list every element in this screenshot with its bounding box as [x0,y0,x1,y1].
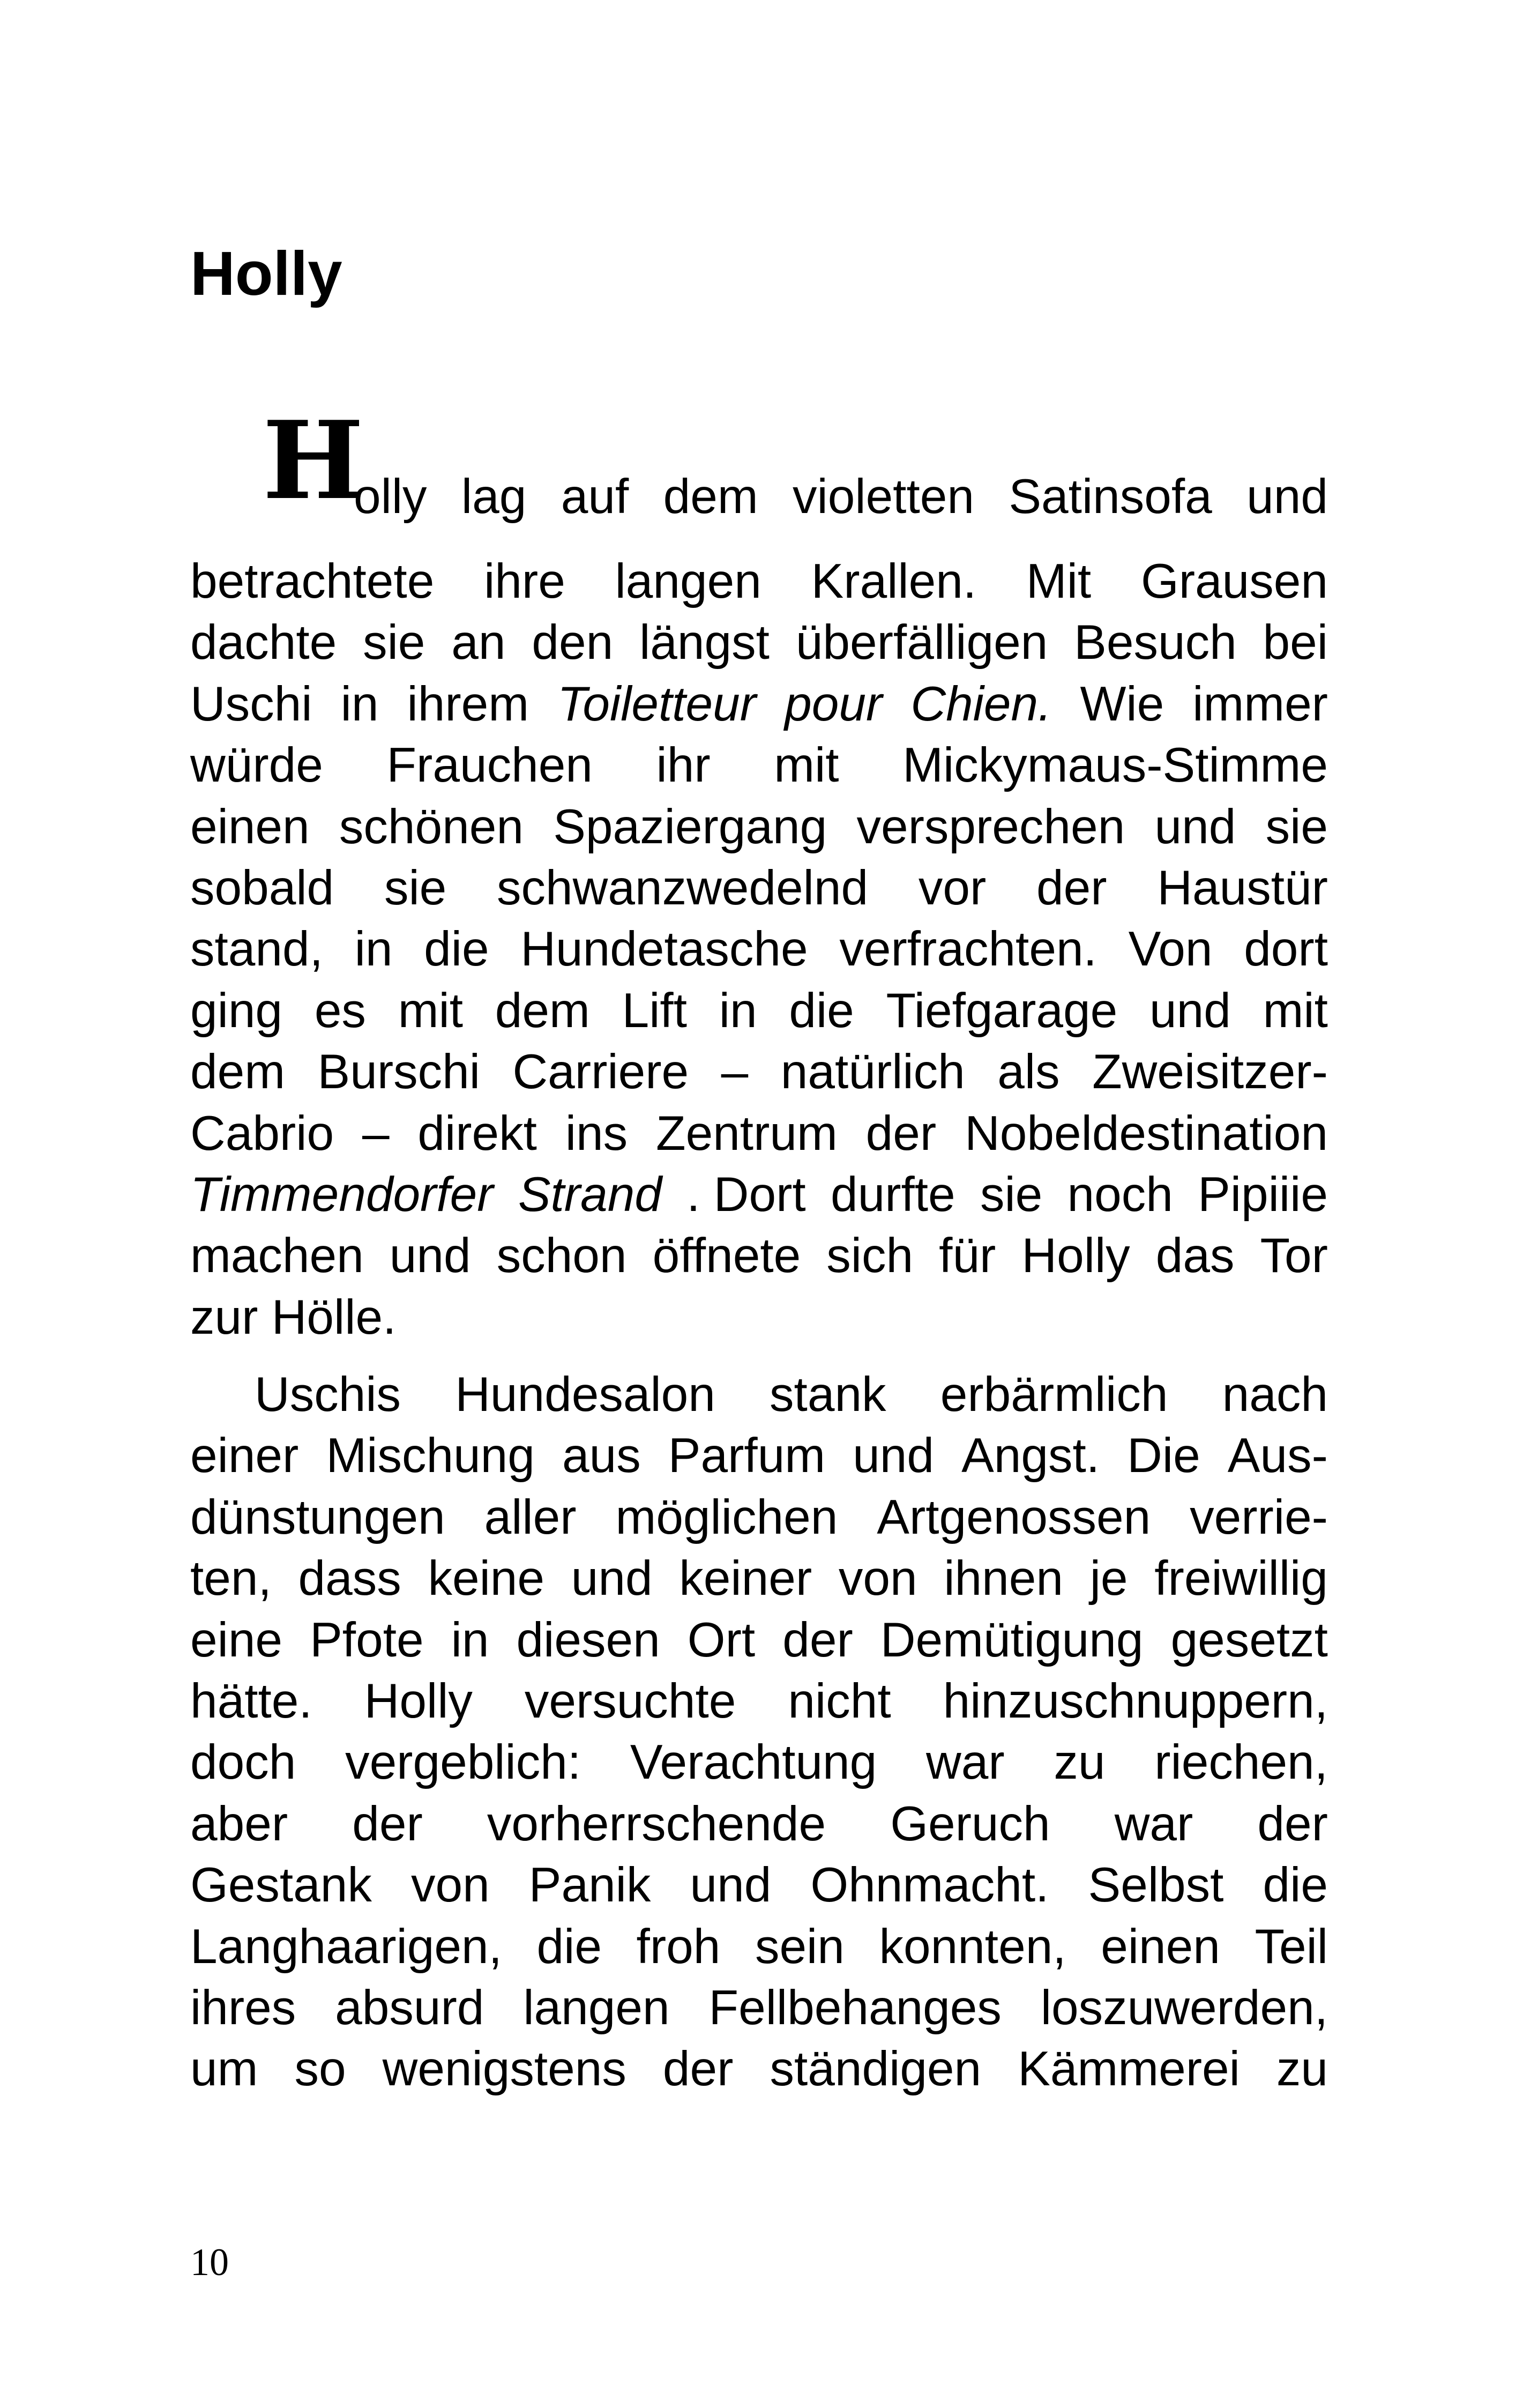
word: Grausen [1140,554,1328,608]
word: Teil [1255,1919,1328,1974]
word: zur Hölle. [190,1290,397,1344]
word: sie [980,1167,1043,1222]
word: ihrem [407,677,529,731]
word: Uschi [190,677,312,731]
word: und [1154,799,1236,854]
word: Haustür [1157,860,1328,915]
word: Tor [1260,1229,1328,1283]
word: Fellbehanges [708,1980,1002,2035]
word: keiner [679,1551,812,1606]
word: mit [1263,983,1328,1038]
body-text [190,551,1328,2100]
word: für [939,1229,996,1283]
text-line [190,674,1328,735]
word: der [1036,860,1107,915]
word: Selbst [1088,1858,1224,1913]
word: zu [1054,1735,1106,1790]
word: versprechen [856,799,1125,854]
word: hinzuschnuppern, [943,1674,1328,1729]
word: Zentrum [656,1106,838,1161]
word: öffnete [652,1229,801,1283]
word: Hundetasche [520,922,808,977]
word: Mickymaus-Stimme [902,738,1328,793]
word: sie [384,860,447,915]
word: Frauchen [386,738,593,793]
word: verfrachten. [839,922,1097,977]
word: zu [1276,2042,1328,2097]
word: erbärmlich [940,1367,1168,1422]
chapter-title: Holly [190,239,342,308]
word: schwanzwedelnd [497,860,869,915]
word: von [410,1858,490,1913]
word: Geruch [890,1796,1050,1851]
word: machen [190,1229,364,1283]
drop-cap: H [263,398,364,524]
text-line [190,1610,1328,1671]
word: wenigstens [382,2042,626,2097]
word: Spaziergang [553,799,827,854]
word: Demütigung [880,1612,1144,1667]
word: Die [1127,1429,1200,1483]
word: dem [495,983,590,1038]
word: Hundesalon [455,1367,715,1422]
word: dem [663,470,758,524]
word: Von [1128,922,1213,977]
paragraph-gap [190,1348,1328,1364]
word: Wie [1080,677,1164,731]
word: das [1155,1229,1235,1283]
word: ihnen [944,1551,1063,1606]
text-line [190,612,1328,673]
word: sie [363,615,425,670]
word: einer [190,1429,299,1483]
word: dünstungen [190,1490,445,1544]
word: pour [785,677,883,731]
word: Nobeldestination [965,1106,1328,1161]
text-line [190,1916,1328,1978]
word: direkt [417,1106,537,1161]
word: um [190,2042,258,2097]
word: riechen, [1154,1735,1328,1790]
word: ihr [656,738,711,793]
word: in [451,1612,489,1667]
word: der [782,1612,853,1667]
text-line [190,735,1328,796]
word: dem [190,1045,286,1099]
word: absurd [335,1980,484,2035]
opening-line [354,466,1328,527]
word: Pfote [310,1612,424,1667]
word: und [571,1551,653,1606]
word: aus [562,1429,641,1483]
word: versuchte [524,1674,736,1729]
text-line [190,1978,1328,2039]
word: Uschis [255,1367,401,1422]
word: und [1149,983,1231,1038]
word: Krallen. [811,554,977,608]
word: und [389,1229,471,1283]
word: möglichen [615,1490,838,1544]
word: . Dort [686,1167,806,1222]
text-line [190,1164,1328,1225]
word: gesetzt [1170,1612,1328,1667]
word: ständigen [770,2042,982,2097]
word: – [721,1045,749,1099]
word: Artgenossen [877,1490,1151,1544]
text-line [190,1732,1328,1793]
word: hätte. [190,1674,312,1729]
word: Aus- [1227,1429,1328,1483]
word: Angst. [961,1429,1100,1483]
word: noch [1067,1167,1173,1222]
word: ihre [484,554,565,608]
word: dachte [190,615,337,670]
word: je [1089,1551,1128,1606]
word: doch [190,1735,296,1790]
word: bei [1263,615,1328,670]
text-line [190,1103,1328,1164]
text-line [190,1855,1328,1916]
word: mit [398,983,464,1038]
word: und [690,1858,772,1913]
word: der [865,1106,937,1161]
text-line [190,1548,1328,1609]
word: ihres [190,1980,296,2035]
word: ging [190,983,283,1038]
text-line [190,1425,1328,1487]
word: Tiefgarage [886,983,1118,1038]
word: loszuwerden, [1040,1980,1328,2035]
word: als [997,1045,1060,1099]
word: vorherrschende [487,1796,826,1851]
word: Panik [528,1858,651,1913]
word: an [451,615,506,670]
word: so [294,2042,346,2097]
word: Gestank [190,1858,372,1913]
word: Cabrio [190,1106,334,1161]
word: langen [523,1980,670,2035]
word: Ort [687,1612,756,1667]
word: Burschi [317,1045,480,1099]
word: die [789,983,854,1038]
word: Ohnmacht. [810,1858,1049,1913]
word: war [1114,1796,1193,1851]
word: – [362,1106,390,1161]
word: dass [298,1551,401,1606]
word: von [838,1551,917,1606]
word: lag [461,470,527,524]
word: Mischung [326,1429,535,1483]
word: in [340,677,379,731]
word: Holly [364,1674,473,1729]
word: froh [636,1919,721,1974]
word: keine [428,1551,545,1606]
word: vor [918,860,987,915]
word: aber [190,1796,288,1851]
page-number: 10 [190,2241,229,2284]
word: aller [484,1490,577,1544]
word: die [536,1919,602,1974]
text-line [190,1671,1328,1732]
word: schönen [339,799,524,854]
word: der [352,1796,423,1851]
word: ten, [190,1551,272,1606]
text-line [190,1042,1328,1103]
word: der [662,2042,734,2097]
word: Zweisitzer- [1092,1045,1328,1099]
word: der [1257,1796,1328,1851]
word: diesen [516,1612,660,1667]
word: Mit [1026,554,1092,608]
word: sobald [190,860,334,915]
word: überfälligen [795,615,1048,670]
text-line [190,2039,1328,2100]
word: nicht [788,1674,891,1729]
word: Langhaarigen, [190,1919,502,1974]
word: einen [190,799,310,854]
word: violetten [793,470,974,524]
word: den [532,615,614,670]
word: sich [826,1229,914,1283]
word: stand, [190,922,323,977]
text-line [190,1487,1328,1548]
word: Verachtung [630,1735,877,1790]
word: schon [496,1229,627,1283]
word: Kämmerei [1018,2042,1240,2097]
word: mit [774,738,839,793]
word: war [926,1735,1005,1790]
word: die [1263,1858,1328,1913]
word: langen [615,554,762,608]
word: eine [190,1612,283,1667]
word: Chien. [910,677,1052,731]
word: Besuch [1074,615,1237,670]
word: immer [1192,677,1328,731]
word: konnten, [879,1919,1066,1974]
word: natürlich [780,1045,965,1099]
word: Satinsofa [1009,470,1212,524]
text-line [190,1287,1328,1348]
word: Pipiiie [1198,1167,1328,1222]
word: durfte [830,1167,955,1222]
word: Holly [1021,1229,1130,1283]
word: Strand [518,1167,662,1222]
text-line [190,551,1328,612]
word: vergeblich: [345,1735,581,1790]
word: verrie- [1190,1490,1328,1544]
word: längst [639,615,770,670]
word: in [354,922,393,977]
word: sein [755,1919,845,1974]
word: dort [1244,922,1328,977]
text-line [190,980,1328,1042]
word: nach [1222,1367,1328,1422]
word: Carriere [512,1045,689,1099]
word: Timmendorfer [190,1167,494,1222]
text-line [190,919,1328,980]
word: und [853,1429,935,1483]
word: würde [190,738,323,793]
text-line [190,1364,1328,1425]
word: sie [1265,799,1328,854]
word: Lift [622,983,687,1038]
text-line [190,858,1328,919]
text-line [190,797,1328,858]
word: es [314,983,366,1038]
word: stank [770,1367,886,1422]
word: Parfum [668,1429,826,1483]
word: in [719,983,757,1038]
word: auf [561,470,629,524]
word: die [424,922,489,977]
word: betrachtete [190,554,435,608]
word: ins [565,1106,628,1161]
text-line [190,1794,1328,1855]
word: olly [354,470,427,524]
word: und [1246,470,1328,524]
text-line [190,1225,1328,1287]
word: freiwillig [1154,1551,1328,1606]
word: einen [1101,1919,1220,1974]
word: Toiletteur [557,677,757,731]
